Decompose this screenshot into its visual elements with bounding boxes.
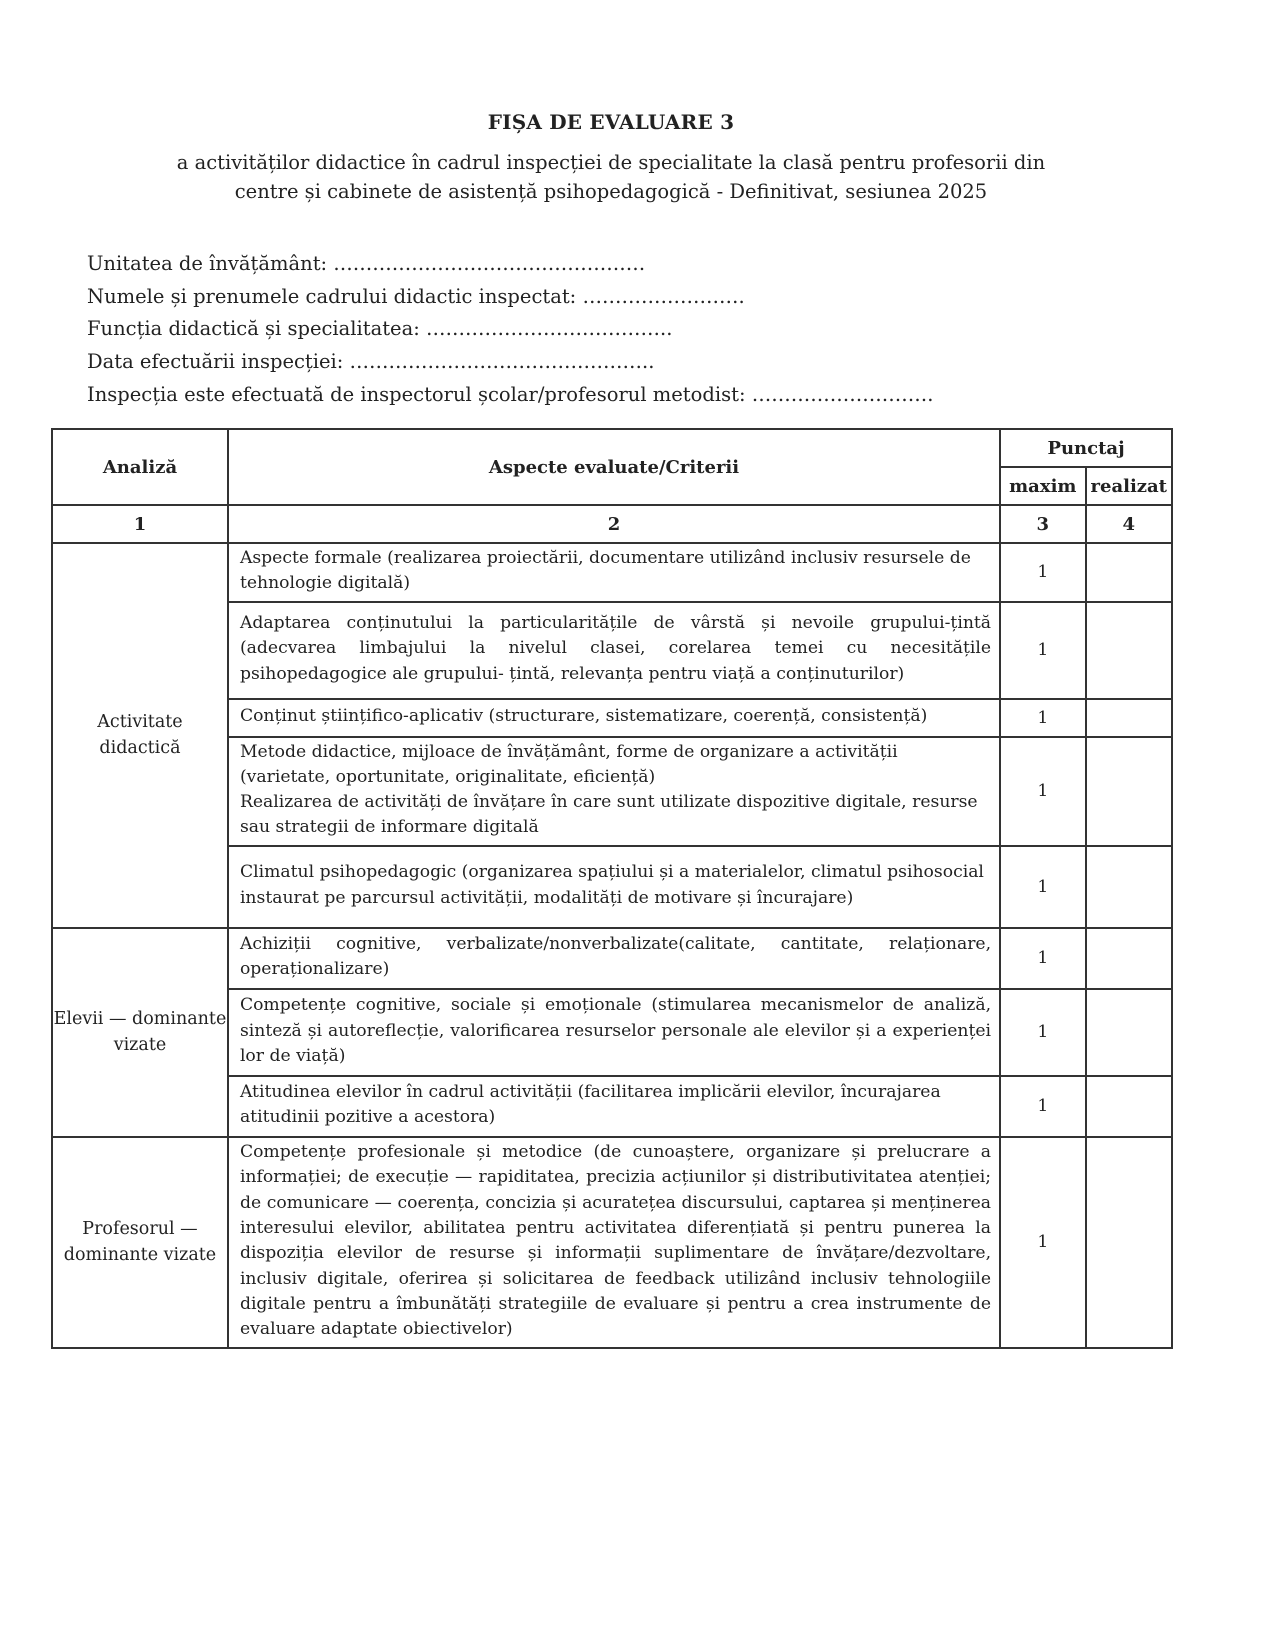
field-label: Inspecția este efectuată de inspectorul școlar/profesorul metodist: (87, 382, 746, 406)
score-realizat[interactable] (1086, 989, 1172, 1076)
header-realizat: realizat (1086, 467, 1172, 505)
score-realizat[interactable] (1086, 543, 1172, 602)
field-label: Numele și prenumele cadrului didactic inspectat: (87, 284, 577, 308)
column-number: 2 (228, 505, 1000, 543)
field-value[interactable]: ………………………………………… (333, 252, 646, 275)
criteria-text: Metode didactice, mijloace de învățământ, forme de organizare a activității (varietate, oportunitate, originalitate, eficiență) (239, 741, 898, 787)
table-row (52, 543, 1172, 602)
field-value[interactable]: ……………………. (582, 284, 745, 308)
criteria-text-extra: Realizarea de activități de învățare în care sunt utilizate dispozitive digitale, resurse sau strategii de informare digitală (239, 792, 978, 838)
header-fields (87, 248, 933, 412)
header-maxim: maxim (1000, 467, 1085, 505)
criteria-cell: Aspecte formale (realizarea proiectării, documentare utilizând inclusiv resursele de tehnologie digitală) (228, 543, 1000, 602)
score-realizat[interactable] (1086, 1137, 1172, 1348)
subtitle-line-2: centre și cabinete de asistență psihopedagogică - Definitivat, sesiunea 2025 (234, 180, 988, 203)
column-number: 3 (1000, 505, 1085, 543)
score-maxim: 1 (1000, 989, 1085, 1076)
score-maxim: 1 (1000, 543, 1085, 602)
evaluation-table (51, 428, 1173, 1349)
column-number: 1 (52, 505, 228, 543)
score-maxim: 1 (1000, 1137, 1085, 1348)
field-label: Funcția didactică și specialitatea: (87, 317, 420, 341)
criteria-cell: Competențe profesionale și metodice (de cunoaștere, organizare și prelucrare a informației; de execuție — rapiditatea, precizia acțiunilor și distributivitatea atenției; de comunicare — coerența, concizia și acuratețea discursului, captarea și menținerea interesului elevilor, abilitatea pentru activitatea diferențiată și pentru punerea la dispoziția elevilor de resurse și informații suplimentare de învățare/dezvoltare, inclusiv digitale, oferirea și solicitarea de feedback utilizând inclusiv tehnologiile digitale pentru a îmbunătăți strategiile de evaluare și pentru a crea instrumente de evaluare adaptate obiectivelor) (228, 1137, 1000, 1348)
column-number: 4 (1086, 505, 1172, 543)
criteria-cell: Competențe cognitive, sociale și emoționale (stimularea mecanismelor de analiză, sinteză și autoreflecție, valorificarea resurselor personale ale elevilor și a experienței lor de viață) (228, 989, 1000, 1076)
score-realizat[interactable] (1086, 928, 1172, 989)
criteria-cell: Achiziții cognitive, verbalizate/nonverbalizate(calitate, cantitate, relaționare, operaționalizare) (228, 928, 1000, 989)
analiza-elevii: Elevii — dominante vizate (52, 928, 228, 1137)
criteria-cell: Adaptarea conținutului la particularitățile de vârstă și nevoile grupului-țintă (adecvarea limbajului la nivelul clasei, corelarea temei cu necesitățile psihopedagogice ale grupului- țintă, relevanța pentru viață a conținuturilor) (228, 602, 1000, 699)
score-maxim: 1 (1000, 602, 1085, 699)
field-functia (87, 313, 933, 346)
header-aspecte: Aspecte evaluate/Criterii (228, 429, 1000, 505)
criteria-cell: Conținut științifico-aplicativ (structurare, sistematizare, coerență, consistență) (228, 699, 1000, 737)
score-realizat[interactable] (1086, 1076, 1172, 1137)
field-inspector (87, 379, 933, 412)
score-realizat[interactable] (1086, 699, 1172, 737)
column-number-row (52, 505, 1172, 543)
header-row-1 (52, 429, 1172, 467)
score-maxim: 1 (1000, 737, 1085, 846)
header-punctaj: Punctaj (1000, 429, 1172, 467)
document-title: FIȘA DE EVALUARE 3 (487, 110, 735, 134)
field-label: Unitatea de învățământ: (87, 252, 328, 275)
header-analiza: Analiză (52, 429, 228, 505)
criteria-cell: Climatul psihopedagogic (organizarea spațiului și a materialelor, climatul psihosocial instaurat pe parcursul activității, modalități de motivare și încurajare) (228, 846, 1000, 928)
field-data (87, 346, 933, 379)
document-subtitle (0, 148, 1222, 206)
score-realizat[interactable] (1086, 602, 1172, 699)
subtitle-line-1: a activităților didactice în cadrul inspecției de specialitate la clasă pentru profesorii din (176, 151, 1046, 174)
score-realizat[interactable] (1086, 737, 1172, 846)
score-maxim: 1 (1000, 699, 1085, 737)
analiza-profesorul: Profesorul — dominante vizate (52, 1137, 228, 1348)
field-value[interactable]: ……………………………………….. (349, 350, 655, 374)
analiza-activitate-didactica: Activitate didactică (52, 543, 228, 928)
criteria-cell (228, 737, 1000, 846)
field-unitatea (87, 248, 933, 281)
table-row (52, 1137, 1172, 1348)
criteria-cell: Atitudinea elevilor în cadrul activității (facilitarea implicării elevilor, încurajarea atitudinii pozitive a acestora) (228, 1076, 1000, 1137)
field-label: Data efectuării inspecției: (87, 350, 344, 374)
score-maxim: 1 (1000, 846, 1085, 928)
score-maxim: 1 (1000, 928, 1085, 989)
score-realizat[interactable] (1086, 846, 1172, 928)
score-maxim: 1 (1000, 1076, 1085, 1137)
field-value[interactable]: ……………………………….. (426, 317, 673, 341)
field-value[interactable]: ………………………. (751, 382, 934, 406)
table-row (52, 928, 1172, 989)
field-nume (87, 281, 933, 314)
